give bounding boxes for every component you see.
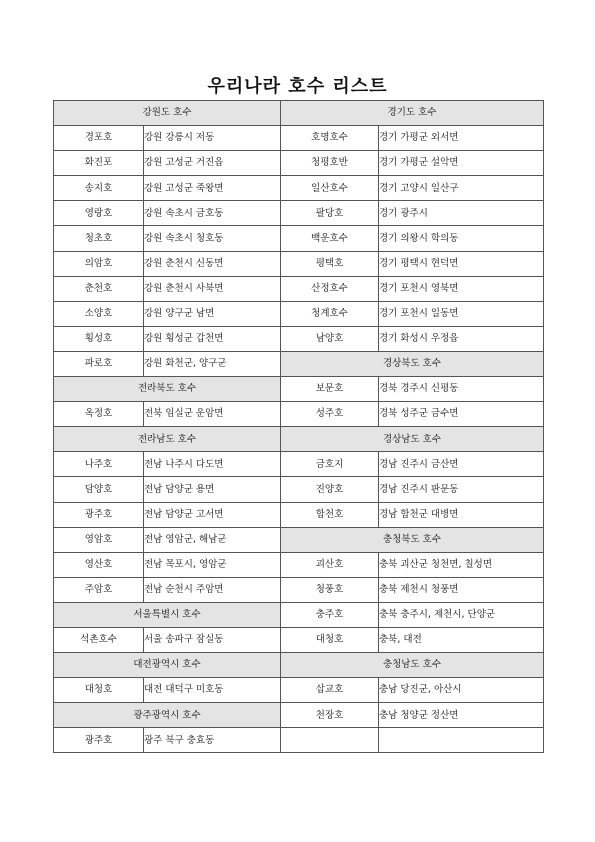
lake-name: 영암호 — [54, 527, 144, 552]
lake-location: 경북 성주군 금수면 — [379, 402, 544, 427]
lake-name: 청계호수 — [281, 301, 379, 326]
lake-location: 전북 임실군 운암면 — [144, 402, 281, 427]
lake-name: 석촌호수 — [54, 627, 144, 652]
table-row — [54, 201, 544, 226]
lake-location: 경북 경주시 신평동 — [379, 377, 544, 402]
lake-name: 영산호 — [54, 552, 144, 577]
lake-location: 전남 순천시 주암면 — [144, 577, 281, 602]
table-row — [54, 653, 544, 678]
lake-name: 대청호 — [54, 678, 144, 703]
lake-location: 경기 평택시 현덕면 — [379, 251, 544, 276]
lake-location: 전남 담양군 용면 — [144, 477, 281, 502]
lake-location: 경기 포천시 영북면 — [379, 276, 544, 301]
lake-name: 진양호 — [281, 477, 379, 502]
lake-location: 대전 대덕구 미호동 — [144, 678, 281, 703]
lake-location: 경기 가평군 외서면 — [379, 126, 544, 151]
table-row — [54, 151, 544, 176]
lake-location: 광주 북구 충효동 — [144, 728, 281, 753]
table-row — [54, 627, 544, 652]
empty-cell — [281, 728, 379, 753]
lake-name: 옥정호 — [54, 402, 144, 427]
lake-location: 경남 진주시 금산면 — [379, 452, 544, 477]
table-row — [54, 251, 544, 276]
lake-location: 경기 가평군 설악면 — [379, 151, 544, 176]
lake-name: 청초호 — [54, 226, 144, 251]
region-header: 충청남도 호수 — [281, 653, 544, 678]
lake-location: 경기 포천시 일동면 — [379, 301, 544, 326]
table-row — [54, 602, 544, 627]
lake-name: 금호지 — [281, 452, 379, 477]
lake-location: 충북 충주시, 제천시, 단양군 — [379, 602, 544, 627]
lake-name: 남양호 — [281, 326, 379, 351]
empty-cell — [379, 728, 544, 753]
table-row — [54, 176, 544, 201]
lake-location: 강원 고성군 거진읍 — [144, 151, 281, 176]
lake-name: 일산호수 — [281, 176, 379, 201]
lake-location: 강원 춘천시 사북면 — [144, 276, 281, 301]
lake-location: 전남 나주시 다도면 — [144, 452, 281, 477]
lake-location: 강원 고성군 죽왕면 — [144, 176, 281, 201]
lake-name: 청풍호 — [281, 577, 379, 602]
lake-location: 경기 고양시 일산구 — [379, 176, 544, 201]
lake-location: 강원 춘천시 신동면 — [144, 251, 281, 276]
lake-name: 화진포 — [54, 151, 144, 176]
region-header: 경상남도 호수 — [281, 427, 544, 452]
lake-location: 강원 속초시 금호동 — [144, 201, 281, 226]
lake-table — [53, 100, 544, 753]
lake-name: 의암호 — [54, 251, 144, 276]
lake-name: 삽교호 — [281, 678, 379, 703]
region-header: 광주광역시 호수 — [54, 703, 281, 728]
lake-name: 주암호 — [54, 577, 144, 602]
lake-location: 강원 양구군 남면 — [144, 301, 281, 326]
region-header: 전라북도 호수 — [54, 377, 281, 402]
table-row — [54, 226, 544, 251]
region-header: 전라남도 호수 — [54, 427, 281, 452]
table-row — [54, 502, 544, 527]
lake-location: 전남 영암군, 해남군 — [144, 527, 281, 552]
lake-location: 충남 청양군 정산면 — [379, 703, 544, 728]
lake-name: 팔당호 — [281, 201, 379, 226]
lake-name: 나주호 — [54, 452, 144, 477]
region-header: 경상북도 호수 — [281, 351, 544, 376]
region-header: 강원도 호수 — [54, 101, 281, 126]
lake-location: 강원 강릉시 저동 — [144, 126, 281, 151]
lake-location: 충남 당진군, 아산시 — [379, 678, 544, 703]
lake-name: 횡성호 — [54, 326, 144, 351]
table-row — [54, 703, 544, 728]
lake-name: 성주호 — [281, 402, 379, 427]
lake-name: 합천호 — [281, 502, 379, 527]
table-row — [54, 427, 544, 452]
table-row — [54, 301, 544, 326]
lake-location: 서울 송파구 잠실동 — [144, 627, 281, 652]
table-row — [54, 351, 544, 376]
lake-name: 담양호 — [54, 477, 144, 502]
table-row — [54, 101, 544, 126]
table-row — [54, 678, 544, 703]
lake-name: 백운호수 — [281, 226, 379, 251]
table-row — [54, 452, 544, 477]
lake-name: 청평호반 — [281, 151, 379, 176]
page-title: 우리나라 호수 리스트 — [207, 76, 388, 97]
lake-name: 대청호 — [281, 627, 379, 652]
lake-location: 경남 진주시 판문동 — [379, 477, 544, 502]
lake-name: 영랑호 — [54, 201, 144, 226]
region-header: 서울특별시 호수 — [54, 602, 281, 627]
table-row — [54, 377, 544, 402]
table-row — [54, 552, 544, 577]
table-row — [54, 527, 544, 552]
region-header: 경기도 호수 — [281, 101, 544, 126]
lake-location: 강원 속초시 청호동 — [144, 226, 281, 251]
lake-location: 경기 의왕시 학의동 — [379, 226, 544, 251]
lake-location: 강원 횡성군 갑천면 — [144, 326, 281, 351]
lake-name: 호명호수 — [281, 126, 379, 151]
region-header: 충청북도 호수 — [281, 527, 544, 552]
lake-name: 광주호 — [54, 502, 144, 527]
lake-name: 산정호수 — [281, 276, 379, 301]
table-row — [54, 126, 544, 151]
lake-location: 충북 제천시 청풍면 — [379, 577, 544, 602]
lake-name: 충주호 — [281, 602, 379, 627]
lake-location: 전남 담양군 고서면 — [144, 502, 281, 527]
lake-name: 소양호 — [54, 301, 144, 326]
lake-name: 춘천호 — [54, 276, 144, 301]
lake-location: 강원 화천군, 양구군 — [144, 351, 281, 376]
lake-name: 송지호 — [54, 176, 144, 201]
table-row — [54, 402, 544, 427]
table-row — [54, 728, 544, 753]
lake-location: 경기 화성시 우정읍 — [379, 326, 544, 351]
lake-name: 경포호 — [54, 126, 144, 151]
table-row — [54, 577, 544, 602]
lake-name: 광주호 — [54, 728, 144, 753]
lake-name: 괴산호 — [281, 552, 379, 577]
region-header: 대전광역시 호수 — [54, 653, 281, 678]
lake-name: 평택호 — [281, 251, 379, 276]
lake-location: 경남 합천군 대병면 — [379, 502, 544, 527]
lake-location: 충북 괴산군 청천면, 칠성면 — [379, 552, 544, 577]
table-row — [54, 326, 544, 351]
lake-location: 전남 목포시, 영암군 — [144, 552, 281, 577]
lake-location: 경기 광주시 — [379, 201, 544, 226]
lake-name: 천장호 — [281, 703, 379, 728]
table-row — [54, 276, 544, 301]
lake-name: 보문호 — [281, 377, 379, 402]
lake-location: 충북, 대전 — [379, 627, 544, 652]
table-row — [54, 477, 544, 502]
lake-name: 파로호 — [54, 351, 144, 376]
